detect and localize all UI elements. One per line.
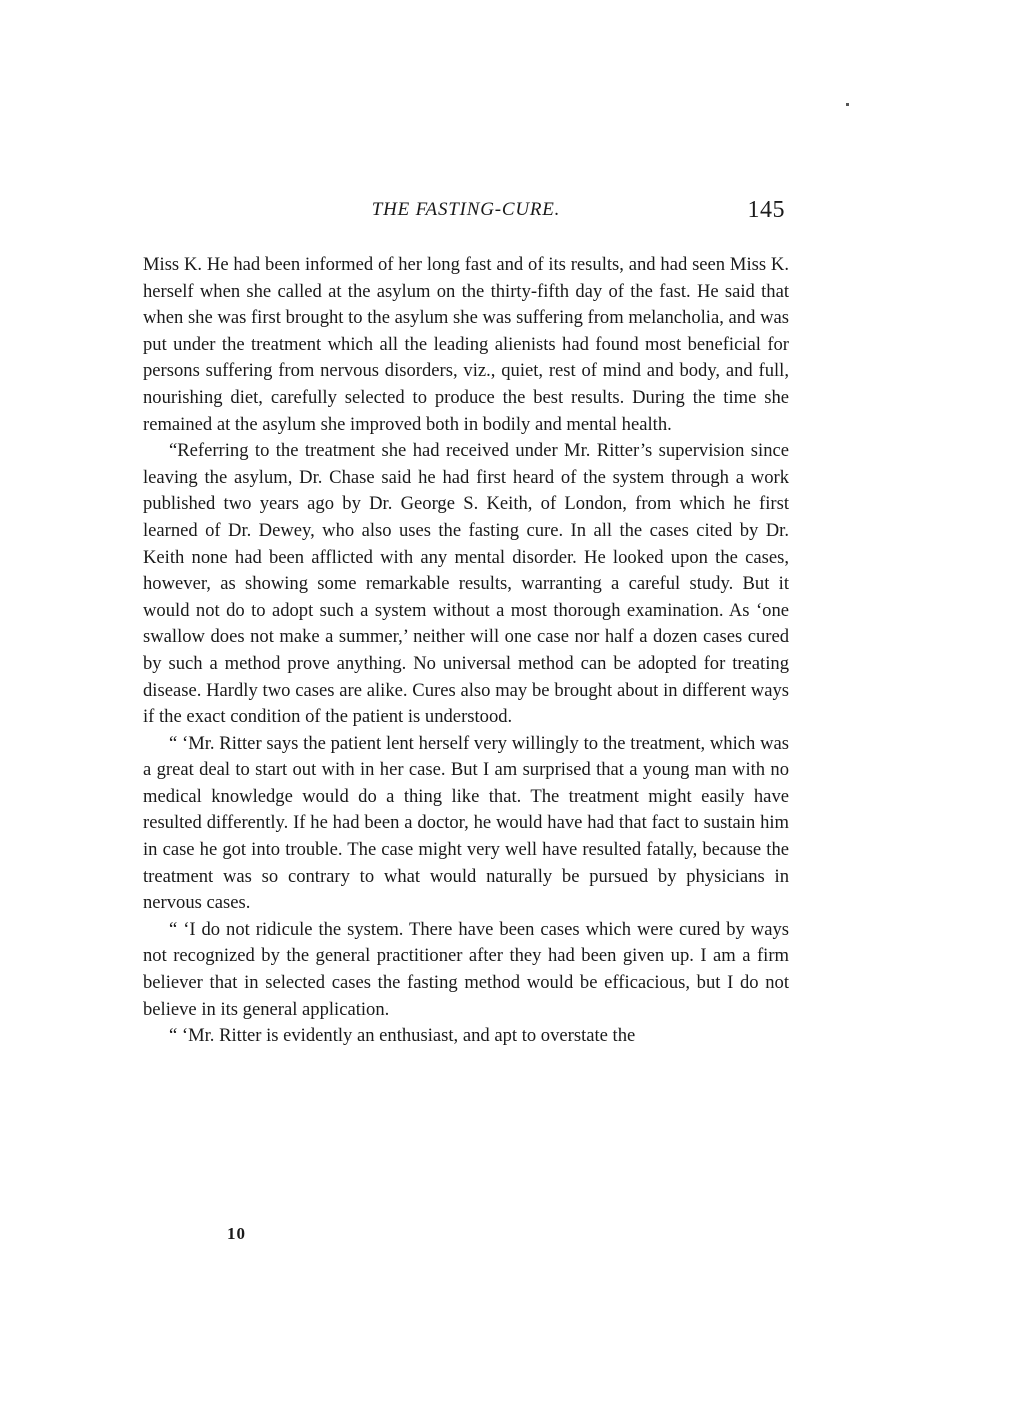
- paragraph-4: “ ‘I do not ridicule the system. There have been cases which were cured by ways not recognized by the general practitioner after they had been given up. I am a firm believer that in selected cases the fasting method would be efficacious, but I do not believe in its general application.: [143, 918, 789, 1020]
- body-text: [143, 252, 789, 1050]
- page-number: 145: [747, 197, 785, 223]
- print-speck: [846, 103, 849, 106]
- paragraph-2: “Referring to the treatment she had received under Mr. Ritter’s supervision since leaving the asylum, Dr. Chase said he had first heard of the system through a work published two years ago by Dr. George S. Keith, of London, from which he first learned of Dr. Dewey, who also uses the fasting cure. In all the cases cited by Dr. Keith none had been afflicted with any mental disorder. He looked upon the cases, however, as showing some remarkable results, warranting a careful study. But it would not do to adopt such a system without a most thorough examination. As ‘one swallow does not make a summer,’ neither will one case nor half a dozen cases cured by such a method prove anything. No universal method can be adopted for treating disease. Hardly two cases are alike. Cures also may be brought about in different ways if the exact condition of the patient is understood.: [143, 440, 789, 728]
- paragraph-3: “ ‘Mr. Ritter says the patient lent herself very willingly to the treatment, which was a great deal to start out with in her case. But I am surprised that a young man with no medical knowledge would do a thing like that. The treatment might easily have resulted differently. If he had been a doctor, he would have had that fact to sustain him in case he got into trouble. The case might very well have resulted fatally, because the treatment was so contrary to what would naturally be pursued by physicians in nervous cases.: [143, 732, 789, 914]
- paragraph-1: Miss K. He had been informed of her long fast and of its results, and had seen Miss K. herself when she called at the asylum on the thirty-fifth day of the fast. He said that when she was first brought to the asylum she was suffering from melancholia, and was put under the treatment which all the leading alienists had found most beneficial for persons suffering from nervous disorders, viz., quiet, rest of mind and body, and full, nourishing diet, carefully selected to produce the best results. During the time she remained at the asylum she improved both in bodily and mental health.: [143, 254, 789, 435]
- signature-mark: 10: [227, 1224, 246, 1243]
- page-header: [143, 196, 789, 228]
- running-title: THE FASTING-CURE.: [371, 199, 561, 220]
- paragraph-5: “ ‘Mr. Ritter is evidently an enthusiast, and apt to overstate the: [169, 1025, 636, 1047]
